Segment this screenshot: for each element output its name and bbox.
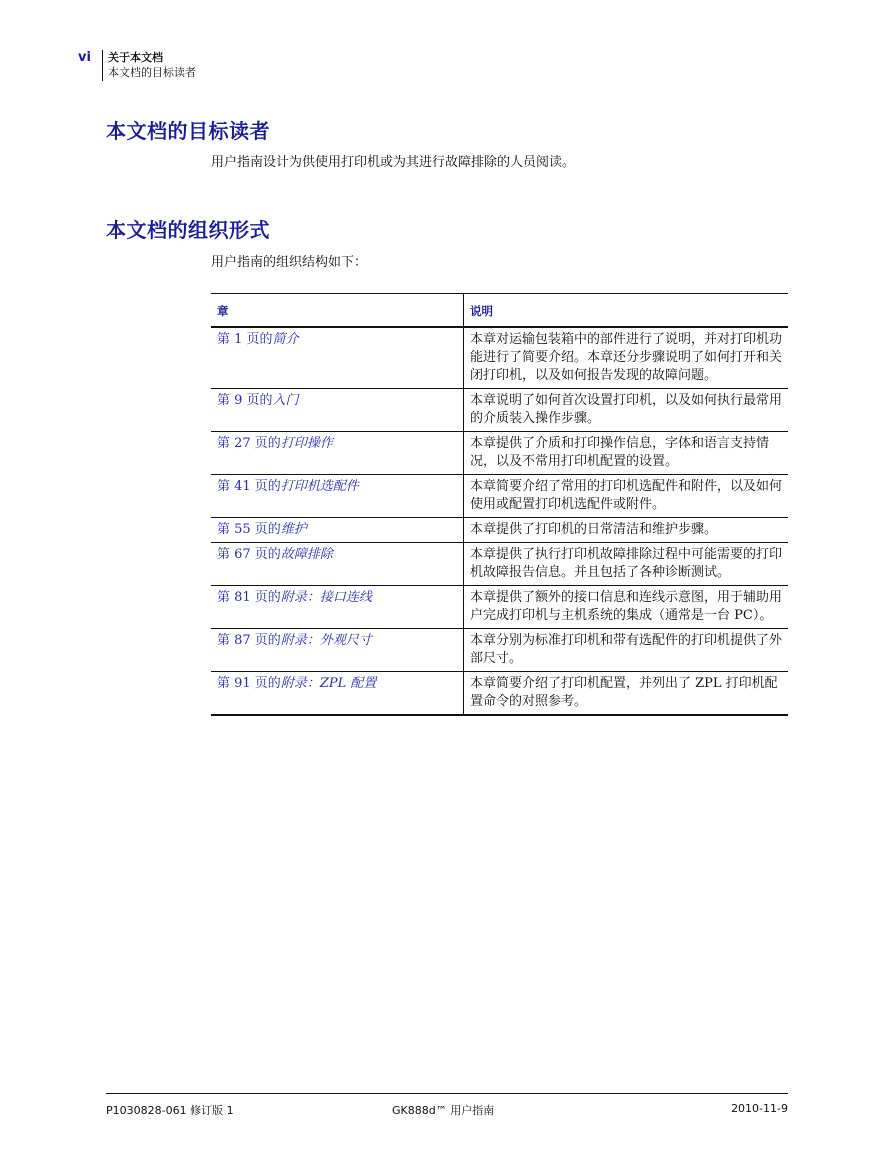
page-number: vi	[78, 50, 91, 65]
chapter-title: 打印操作	[280, 436, 333, 451]
table-body	[211, 327, 788, 715]
chapter-link[interactable]	[211, 586, 464, 629]
section-text-organization: 用户指南的组织结构如下：	[211, 255, 368, 270]
chapter-page-ref: 第 1 页的	[217, 332, 273, 347]
chapter-link[interactable]	[211, 475, 464, 518]
chapter-title: 附录：外观尺寸	[280, 633, 372, 648]
table-row	[211, 475, 788, 518]
chapter-link[interactable]	[211, 327, 464, 389]
chapter-link[interactable]	[211, 543, 464, 586]
chapter-description: 本章简要介绍了常用的打印机选配件和附件，以及如何使用或配置打印机选配件或附件。	[464, 475, 789, 518]
footer-doc-number: P1030828-061 修订版 1	[106, 1104, 234, 1117]
chapter-description: 本章提供了介质和打印操作信息，字体和语言支持情况，以及不常用打印机配置的设置。	[464, 432, 789, 475]
chapter-page-ref: 第 55 页的	[217, 522, 281, 537]
chapter-page-ref: 第 67 页的	[217, 547, 281, 562]
chapter-page-ref: 第 91 页的	[217, 676, 281, 691]
chapter-title: 故障排除	[280, 547, 333, 562]
table-row	[211, 586, 788, 629]
table-row	[211, 672, 788, 716]
chapter-description: 本章分别为标准打印机和带有选配件的打印机提供了外部尺寸。	[464, 629, 789, 672]
chapter-title: 维护	[280, 522, 307, 537]
chapter-title: 简介	[272, 332, 299, 347]
section-text-audience: 用户指南设计为供使用打印机或为其进行故障排除的人员阅读。	[211, 155, 576, 170]
chapter-page-ref: 第 81 页的	[217, 590, 281, 605]
chapter-link[interactable]	[211, 389, 464, 432]
table-row	[211, 327, 788, 389]
header-section: 本文档的目标读者	[108, 66, 196, 79]
chapter-page-ref: 第 41 页的	[217, 479, 281, 494]
chapter-title: 附录：ZPL 配置	[280, 676, 377, 691]
chapter-link[interactable]	[211, 672, 464, 716]
chapter-link[interactable]	[211, 518, 464, 543]
column-header-chapter: 章	[211, 294, 464, 328]
chapter-page-ref: 第 9 页的	[217, 393, 273, 408]
chapter-description: 本章说明了如何首次设置打印机，以及如何执行最常用的介质装入操作步骤。	[464, 389, 789, 432]
section-title-audience: 本文档的目标读者	[106, 119, 270, 143]
footer-date: 2010-11-9	[731, 1102, 788, 1115]
chapter-description: 本章提供了执行打印机故障排除过程中可能需要的打印机故障报告信息。并且包括了各种诊断测试。	[464, 543, 789, 586]
section-title-organization: 本文档的组织形式	[106, 218, 270, 242]
header-divider	[102, 50, 103, 81]
chapter-description: 本章提供了打印机的日常清洁和维护步骤。	[464, 518, 789, 543]
header-chapter: 关于本文档	[108, 51, 163, 64]
chapter-description: 本章对运输包装箱中的部件进行了说明，并对打印机功能进行了简要介绍。本章还分步骤说明了如何打开和关闭打印机，以及如何报告发现的故障问题。	[464, 327, 789, 389]
chapter-title: 打印机选配件	[280, 479, 359, 494]
chapter-description: 本章提供了额外的接口信息和连线示意图，用于辅助用户完成打印机与主机系统的集成（通常是一台 PC）。	[464, 586, 789, 629]
column-header-description: 说明	[464, 294, 789, 328]
running-header	[108, 50, 196, 80]
footer-product-title: GK888d™ 用户指南	[392, 1104, 495, 1117]
chapter-table	[211, 293, 788, 716]
footer-divider	[106, 1093, 788, 1094]
chapter-page-ref: 第 87 页的	[217, 633, 281, 648]
chapter-page-ref: 第 27 页的	[217, 436, 281, 451]
table-row	[211, 389, 788, 432]
chapter-title: 入门	[272, 393, 299, 408]
chapter-link[interactable]	[211, 629, 464, 672]
table-row	[211, 543, 788, 586]
table-row	[211, 518, 788, 543]
chapter-title: 附录：接口连线	[280, 590, 372, 605]
chapter-link[interactable]	[211, 432, 464, 475]
chapter-description: 本章简要介绍了打印机配置，并列出了 ZPL 打印机配置命令的对照参考。	[464, 672, 789, 716]
table-row	[211, 629, 788, 672]
table-row	[211, 432, 788, 475]
table-header-row	[211, 294, 788, 328]
